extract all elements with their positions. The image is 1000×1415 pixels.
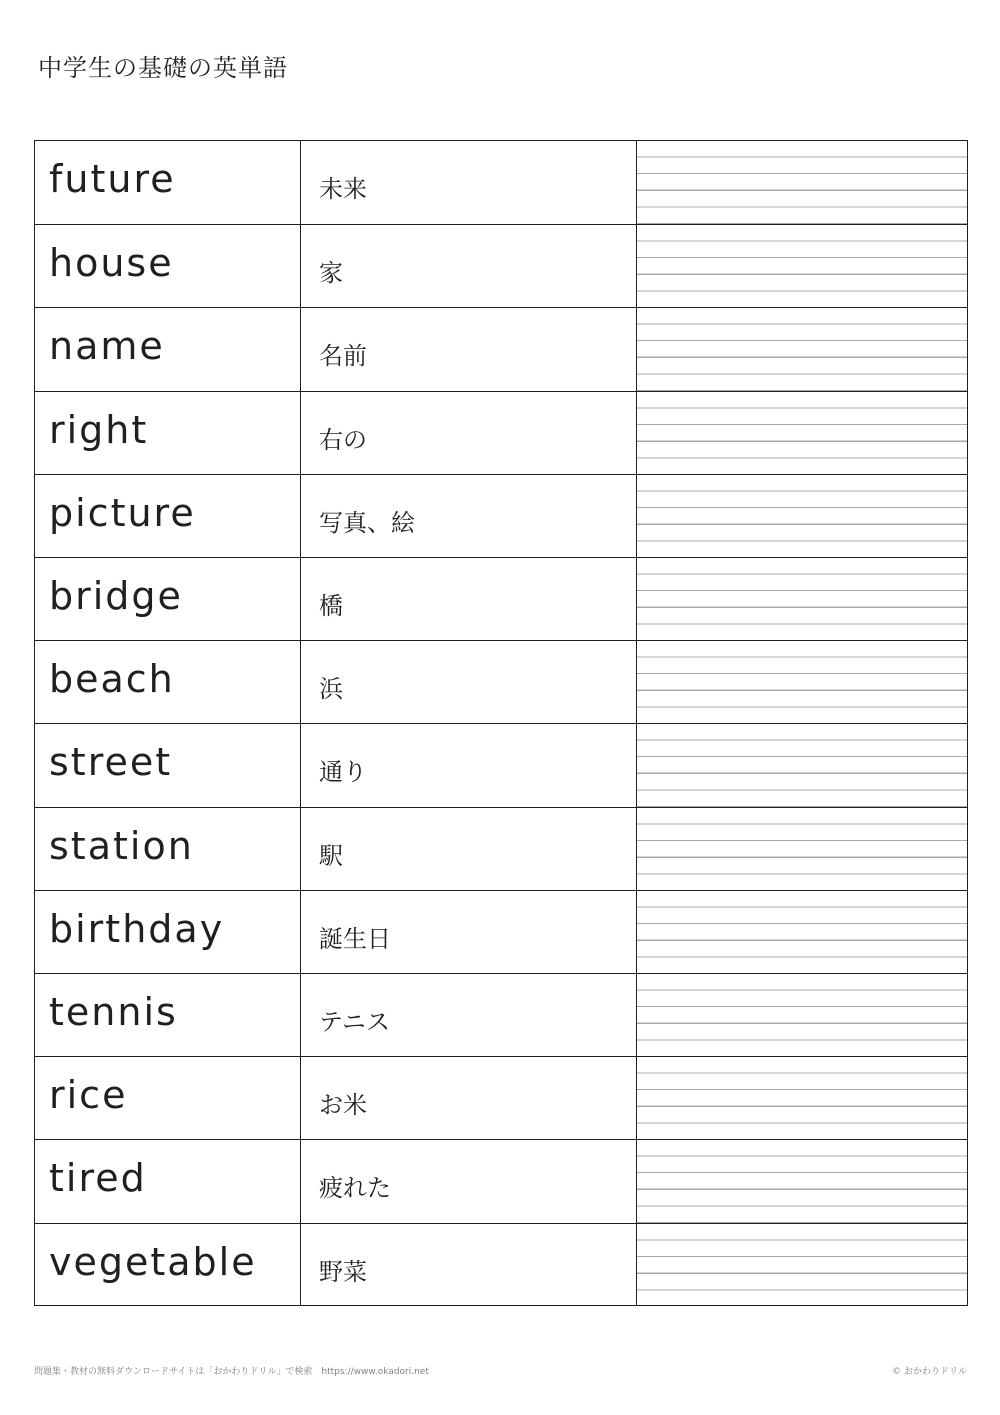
japanese-meaning: 写真、絵 xyxy=(319,508,415,537)
table-row xyxy=(35,640,967,723)
japanese-meaning: 駅 xyxy=(319,841,343,870)
english-word: rice xyxy=(49,1073,128,1118)
table-row xyxy=(35,1223,967,1306)
meaning-cell xyxy=(301,808,637,890)
english-word: right xyxy=(49,407,149,452)
english-word-cell xyxy=(35,1140,301,1222)
english-word: beach xyxy=(49,657,175,702)
japanese-meaning: 名前 xyxy=(319,342,367,371)
footer-site-note: 問題集・教材の無料ダウンロードサイトは「おかわりドリル」で検索 https://www.okadori.net xyxy=(34,1367,429,1377)
japanese-meaning: 未来 xyxy=(319,175,367,203)
practice-writing-area[interactable] xyxy=(637,724,967,806)
practice-writing-area[interactable] xyxy=(637,974,967,1056)
table-row xyxy=(35,391,967,474)
japanese-meaning: 通り xyxy=(319,758,367,787)
page-title: 中学生の基礎の英単語 xyxy=(38,54,288,82)
practice-writing-area[interactable] xyxy=(637,475,967,557)
meaning-cell xyxy=(301,225,637,307)
english-word: name xyxy=(49,324,165,369)
english-word: birthday xyxy=(49,906,225,951)
english-word-cell xyxy=(35,225,301,307)
english-word: street xyxy=(49,740,173,785)
practice-writing-area[interactable] xyxy=(637,1057,967,1139)
english-word: future xyxy=(49,157,176,201)
english-word-cell xyxy=(35,891,301,973)
english-word-cell xyxy=(35,141,301,224)
english-word: picture xyxy=(49,490,196,535)
japanese-meaning: 橋 xyxy=(319,592,343,620)
practice-writing-area[interactable] xyxy=(637,225,967,307)
english-word-cell xyxy=(35,308,301,390)
meaning-cell xyxy=(301,1224,637,1306)
table-row xyxy=(35,224,967,307)
table-row xyxy=(35,141,967,224)
practice-writing-area[interactable] xyxy=(637,808,967,890)
meaning-cell xyxy=(301,724,637,806)
japanese-meaning: 野菜 xyxy=(319,1257,367,1286)
practice-writing-area[interactable] xyxy=(637,1140,967,1222)
english-word-cell xyxy=(35,808,301,890)
table-row xyxy=(35,973,967,1056)
practice-writing-area[interactable] xyxy=(637,308,967,390)
meaning-cell xyxy=(301,891,637,973)
meaning-cell xyxy=(301,558,637,640)
table-row xyxy=(35,1056,967,1139)
table-row xyxy=(35,474,967,557)
footer-copyright: © おかわりドリル xyxy=(892,1367,967,1377)
english-word-cell xyxy=(35,641,301,723)
practice-writing-area[interactable] xyxy=(637,891,967,973)
meaning-cell xyxy=(301,475,637,557)
practice-writing-area[interactable] xyxy=(637,641,967,723)
japanese-meaning: テニス xyxy=(319,1008,391,1036)
english-word: vegetable xyxy=(49,1239,257,1284)
japanese-meaning: 浜 xyxy=(319,675,343,704)
table-row xyxy=(35,557,967,640)
english-word-cell xyxy=(35,974,301,1056)
practice-writing-area[interactable] xyxy=(637,1224,967,1306)
practice-writing-area[interactable] xyxy=(637,141,967,224)
meaning-cell xyxy=(301,974,637,1056)
english-word: tired xyxy=(49,1156,147,1201)
practice-writing-area[interactable] xyxy=(637,558,967,640)
meaning-cell xyxy=(301,141,637,224)
japanese-meaning: 右の xyxy=(319,425,367,454)
english-word: station xyxy=(49,823,194,868)
english-word: house xyxy=(49,241,174,286)
meaning-cell xyxy=(301,392,637,474)
english-word: bridge xyxy=(49,574,183,618)
table-row xyxy=(35,890,967,973)
english-word-cell xyxy=(35,475,301,557)
table-row xyxy=(35,723,967,806)
english-word-cell xyxy=(35,392,301,474)
meaning-cell xyxy=(301,1140,637,1222)
english-word-cell xyxy=(35,1224,301,1306)
table-row xyxy=(35,307,967,390)
table-row xyxy=(35,1139,967,1222)
meaning-cell xyxy=(301,308,637,390)
practice-writing-area[interactable] xyxy=(637,392,967,474)
english-word: tennis xyxy=(49,990,178,1034)
meaning-cell xyxy=(301,1057,637,1139)
english-word-cell xyxy=(35,1057,301,1139)
japanese-meaning: お米 xyxy=(319,1091,367,1120)
english-word-cell xyxy=(35,558,301,640)
japanese-meaning: 誕生日 xyxy=(319,924,391,953)
japanese-meaning: 疲れた xyxy=(319,1174,391,1203)
japanese-meaning: 家 xyxy=(319,259,343,288)
table-row xyxy=(35,807,967,890)
english-word-cell xyxy=(35,724,301,806)
meaning-cell xyxy=(301,641,637,723)
vocab-table xyxy=(34,140,968,1306)
